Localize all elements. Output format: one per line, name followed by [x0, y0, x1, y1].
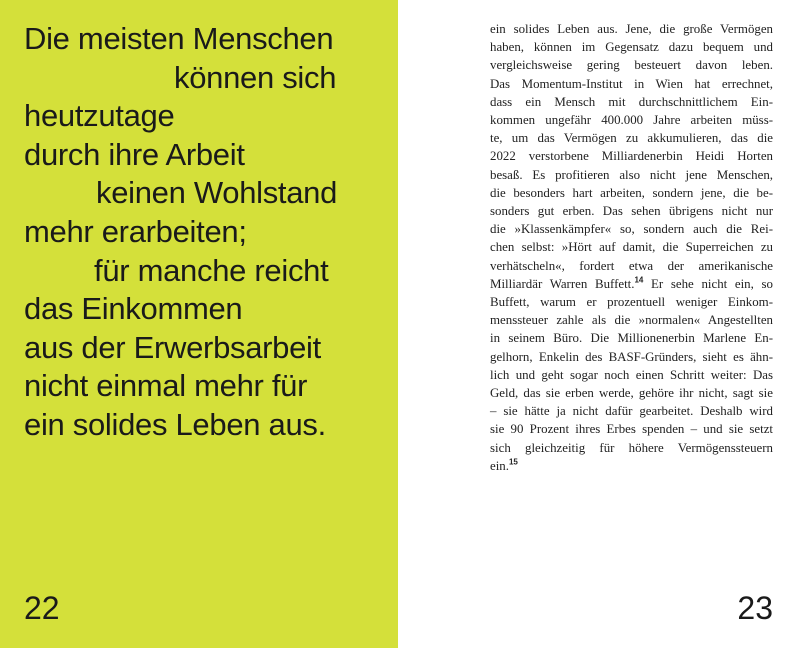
left-page — [0, 0, 398, 648]
text-line: 2022 verstorbene Milliardenerbin Heidi Horten — [490, 149, 773, 164]
text-line-with-footnote — [490, 457, 773, 475]
text-line: gelhorn, Enkelin des BASF-Gründers, sieht es ähn- — [490, 349, 773, 364]
quote-line: ein solides Leben aus. — [24, 406, 326, 442]
text-line: besaß. Es profitieren also nicht jene Menschen, — [490, 167, 773, 182]
text-line: – sie hätte ja nicht dafür gearbeitet. Deshalb wird — [490, 404, 773, 419]
text-segment: Milliardär Warren Buffett. — [490, 276, 635, 291]
quote-line: nicht einmal mehr für — [24, 368, 308, 404]
quote-line: durch ihre Arbeit — [24, 136, 245, 172]
text-line: vergleichsweise gering besteuert davon leben. — [490, 58, 773, 73]
text-line: verhätscheln«, fordert etwa der amerikanische — [490, 258, 773, 273]
quote-line: das Einkommen — [24, 291, 243, 327]
quote-line: aus der Erwerbsarbeit — [24, 329, 321, 365]
quote-line: mehr erarbeiten; — [24, 213, 247, 249]
text-line: sie 90 Prozent ihres Erbes spenden – und sie setzt — [490, 422, 773, 437]
text-segment: Er sehe nicht ein, so — [643, 276, 773, 291]
text-line: ein solides Leben aus. Jene, die große Vermögen — [490, 22, 773, 36]
quote-line: Die meisten Menschen — [24, 21, 334, 56]
text-segment: ein. — [490, 458, 509, 473]
text-line: dass ein Mensch mit durchschnittlichem Ein- — [490, 94, 773, 109]
text-line: kommen ungefähr 400.000 Jahre arbeiten müss- — [490, 113, 773, 128]
text-line: Geld, das sie erben werde, gehöre ihr nicht, sagt sie — [490, 386, 773, 401]
text-line-with-footnote — [490, 275, 773, 293]
pull-quote — [24, 20, 384, 445]
right-page — [398, 0, 797, 648]
text-line: Buffett, warum er prozentuell weniger Einkom- — [490, 295, 773, 310]
text-line: chen selbst: »Hört auf damit, die Superreichen zu — [490, 240, 773, 255]
footnote-marker: 14 — [634, 275, 644, 285]
text-line: die »Klassenkämpfer« so, sondern auch die Rei- — [490, 222, 773, 237]
text-line: te, um das Vermögen zu akkumulieren, das die — [490, 131, 773, 146]
text-line: haben, können im Gegensatz dazu bequem und — [490, 40, 773, 55]
text-line: sonders gut erben. Das sehen übrigens nicht nur — [490, 204, 773, 219]
quote-line: heutzutage — [24, 98, 175, 134]
text-line: lich und geht sogar noch einen Schritt weiter: Das — [490, 367, 773, 382]
page-number-right: 23 — [737, 590, 773, 626]
quote-line: keinen Wohlstand — [96, 175, 338, 211]
text-line: in seinem Büro. Die Millionenerbin Marlene En- — [490, 331, 773, 346]
quote-line: für manche reicht — [94, 252, 329, 288]
body-text — [490, 20, 773, 475]
page-number-left: 22 — [24, 590, 60, 626]
footnote-marker: 15 — [508, 457, 518, 467]
text-line: Das Momentum-Institut in Wien hat errechnet, — [490, 76, 773, 91]
text-line: menssteuer zahle als die »normalen« Angestellten — [490, 313, 773, 328]
quote-line: können sich — [174, 59, 337, 95]
text-line: sich gleichzeitig für höhere Vermögenssteuern — [490, 440, 773, 455]
text-line: die besonders hart arbeiten, sondern jene, die be- — [490, 185, 773, 200]
